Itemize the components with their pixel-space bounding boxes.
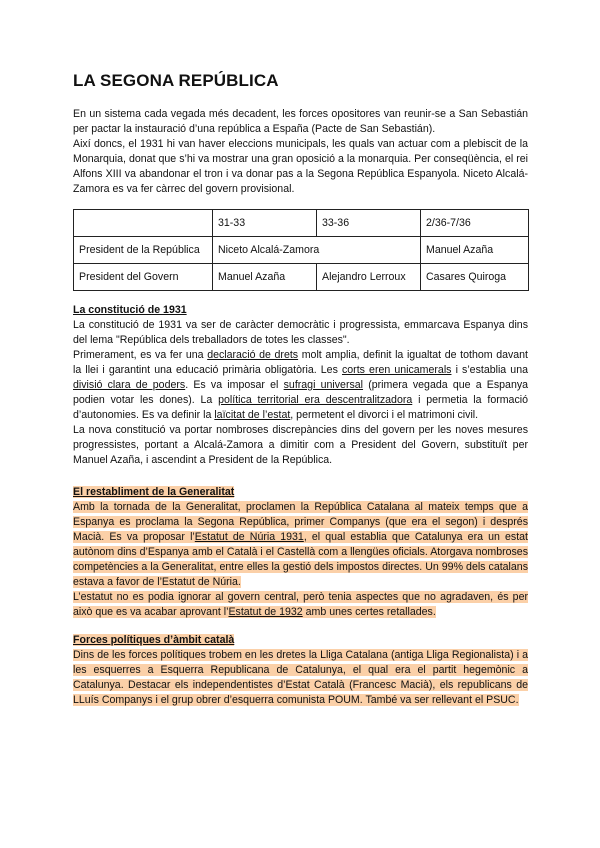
intro-paragraph-2: Així doncs, el 1931 hi van haver eleccions municipals, les quals van actuar com a plebiscit de la Monarquia, donat que s’hi va mostrar una gran oposició a la monarquia. Per conseqüència, el rei Alfons XIII va abandonar el tron i va donar pas a la Segona República Espanyola. Niceto Alcalá-Zamora es va fer càrrec del govern provisional. <box>73 138 528 195</box>
text-run: , permetent el divorci i el matrimoni civil. <box>290 409 479 421</box>
underlined-term: Estatut de Núria 1931 <box>194 531 304 543</box>
constitution-paragraph-1: La constitució de 1931 va ser de caràcter democràtic i progressista, emmarcava Espanya dins del lema "República dels treballadors de totes les classes". <box>73 319 528 346</box>
text-run: L’estatut no es podia ignorar al govern central, però tenia aspectes que no agradaven, és per això que es va acabar aprovant l’ <box>73 591 528 618</box>
highlighted-text <box>73 501 528 588</box>
table-row-label: President de la República <box>74 237 213 264</box>
table-cell: Manuel Azaña <box>421 237 529 264</box>
underlined-term: divisió clara de poders <box>73 379 186 391</box>
intro-section <box>73 107 528 197</box>
text-run: Primerament, es va fer una <box>73 349 208 361</box>
underlined-term: política territorial era descentralitzadora <box>218 394 413 406</box>
highlighted-heading: El restabliment de la Generalitat <box>73 486 235 498</box>
text-run: Amb la tornada de la Generalitat, proclamen la República Catalana al mateix temps que a Espanya es proclama la Segona República, primer Companys (que era el segon) i després Macià. Es va proposar l’ <box>73 501 528 543</box>
section-heading <box>73 633 528 648</box>
underlined-term: Estatut de 1932 <box>228 606 303 618</box>
section-heading: La constitució de 1931 <box>73 304 187 316</box>
table-header-cell <box>74 210 213 237</box>
table-row <box>74 264 529 291</box>
political-forces-section <box>73 633 528 708</box>
text-run: molt amplia, definit la igualtat de tothom davant la llei i garantint una educació primària obligatòria. Les <box>73 349 528 376</box>
generalitat-paragraph-1 <box>73 500 528 590</box>
text-run: amb unes certes retallades. <box>302 606 436 618</box>
table-row <box>74 237 529 264</box>
highlighted-heading: Forces polítiques d’àmbit català <box>73 634 235 646</box>
constitution-paragraph-2 <box>73 348 528 423</box>
political-forces-paragraph <box>73 648 528 708</box>
section-heading <box>73 485 528 500</box>
table-cell: Alejandro Lerroux <box>317 264 421 291</box>
generalitat-paragraph-2 <box>73 590 528 620</box>
table-header-cell: 2/36-7/36 <box>421 210 529 237</box>
table-row-label: President del Govern <box>74 264 213 291</box>
generalitat-section <box>73 485 528 620</box>
document-page <box>73 70 528 708</box>
text-run: , el qual establia que Catalunya era un estat autònom dins d’Espanya amb el Català i el Castellà com a llengües oficials. Atorgava nombroses competències a la Generalitat, entre elles la gestió dels impostos directes. Un 99% dels catalans estava a favor de l’Estatut de Núria. <box>73 531 528 588</box>
presidents-table <box>73 209 529 291</box>
underlined-term: declaració de drets <box>207 349 299 361</box>
underlined-term: corts eren unicamerals <box>341 364 452 376</box>
text-run: i permetia la formació d’autonomies. Es va definir la <box>73 394 528 421</box>
intro-paragraph-1: En un sistema cada vegada més decadent, les forces opositores van reunir-se a San Sebastián per pactar la instauració d’una república a España (Pacte de San Sebastián). <box>73 108 528 135</box>
table-header-row <box>74 210 529 237</box>
table-cell: Niceto Alcalá-Zamora <box>213 237 421 264</box>
text-run: (primera vegada que a Espanya podien votar les dones). La <box>73 379 529 406</box>
table-header-cell: 31-33 <box>213 210 317 237</box>
table-cell: Casares Quiroga <box>421 264 529 291</box>
underlined-term: laïcitat de l’estat <box>214 409 291 421</box>
constitution-section <box>73 303 528 468</box>
underlined-term: sufragi universal <box>283 379 364 391</box>
highlighted-text <box>73 591 528 618</box>
text-run: . Es va imposar el <box>185 379 284 391</box>
constitution-paragraph-3: La nova constitució va portar nombroses discrepàncies dins del govern per les noves mesures progressistes, portant a Alcalá-Zamora a dimitir com a President del Govern, substituït per Manuel Azaña, i ascendint a President de la República. <box>73 424 528 466</box>
text-run: i s’establia una <box>451 364 528 376</box>
page-title: LA SEGONA REPÚBLICA <box>73 71 279 90</box>
table-cell: Manuel Azaña <box>213 264 317 291</box>
table-header-cell: 33-36 <box>317 210 421 237</box>
highlighted-text: Dins de les forces polítiques trobem en les dretes la Lliga Catalana (antiga Lliga Regionalista) i a les esquerres a Esquerra Republicana de Catalunya, el qual era el partit hegemònic a Catalunya. Destacar els independentistes d’Estat Català (Francesc Macià), els republicans de LLuís Companys i el grup obrer d’esquerra comunista POUM. També va ser rellevant el PSUC. <box>73 649 528 706</box>
